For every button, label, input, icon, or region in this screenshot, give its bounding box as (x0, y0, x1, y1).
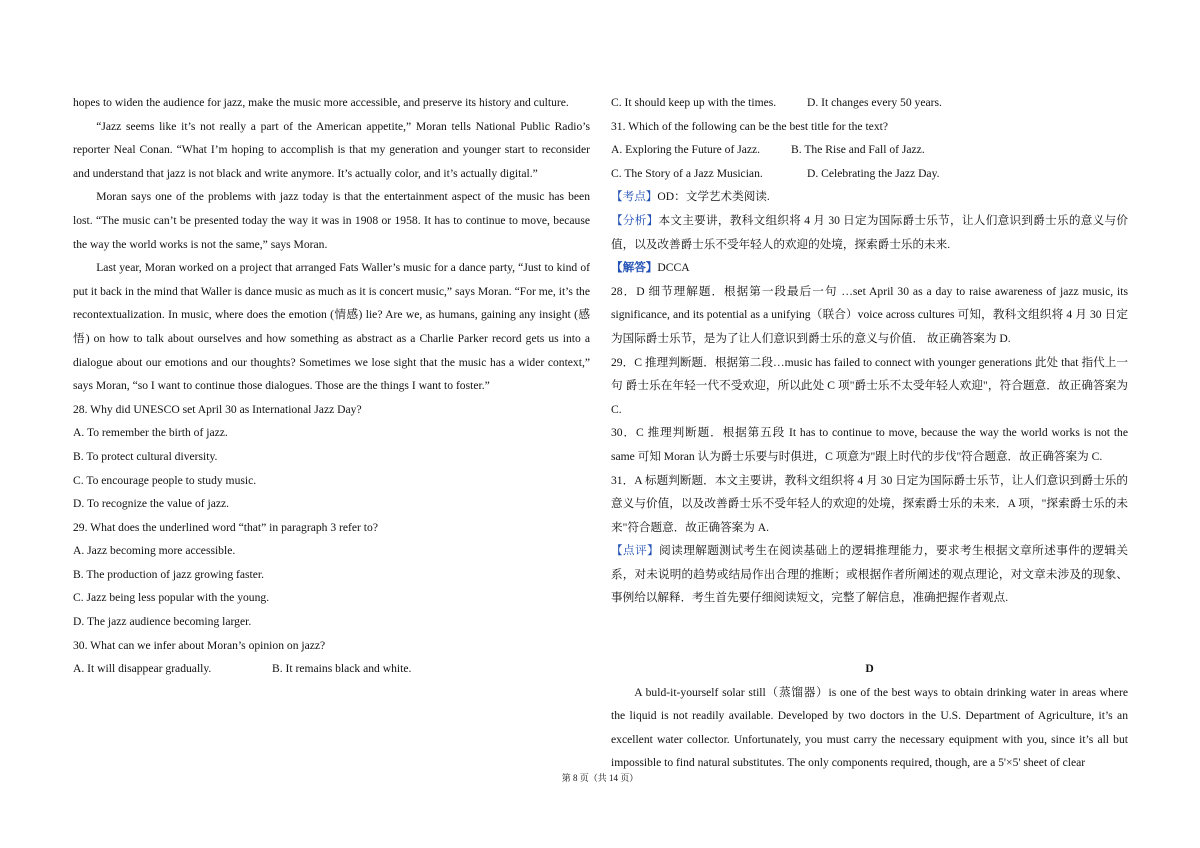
question-29-option-a: A. Jazz becoming more accessible. (73, 544, 236, 558)
dianping-text: 阅读理解题测试考生在阅读基础上的逻辑推理能力，要求考生根据文章所述事件的逻辑关系，对未说明的趋势或结局作出合理的推断；或根据作者所阐述的观点理论，对文章未涉及的现象、事例给以解释．考生首先要仔细阅读短文，完整了解信息，准确把握作者观点. (611, 544, 1128, 605)
question-30-option-b: B. It remains black and white. (272, 662, 412, 676)
question-31-option-d: D. Celebrating the Jazz Day. (807, 166, 940, 180)
question-31-stem: 31. Which of the following can be the best title for the text? (611, 119, 888, 133)
question-28-option-d: D. To recognize the value of jazz. (73, 497, 230, 511)
question-30-option-c: C. It should keep up with the times. (611, 96, 777, 109)
kaodian-tag: 【考点】 (611, 190, 658, 204)
kaodian-section (611, 185, 1128, 209)
question-30-option-d: D. It changes every 50 years. (807, 96, 942, 109)
fenxi-text: 本文主要讲，教科文组织将 4 月 30 日定为国际爵士乐节，让人们意识到爵士乐的意义与价值，以及改善爵士乐不受年轻人的欢迎的处境，探索爵士乐的未来. (611, 213, 1128, 251)
question-30-stem: 30. What can we infer about Moran’s opinion on jazz? (73, 638, 326, 652)
fenxi-section (611, 209, 1128, 256)
question-29-stem: 29. What does the underlined word “that” in paragraph 3 refer to? (73, 520, 378, 534)
question-31-options-cd (611, 162, 1128, 186)
question-28-stem: 28. Why did UNESCO set April 30 as International Jazz Day? (73, 402, 362, 416)
question-30-option-a: A. It will disappear gradually. (73, 662, 212, 676)
kaodian-text: OD：文学艺术类阅读. (657, 190, 770, 204)
question-30-options-cd (611, 91, 1128, 115)
explanation-29: 29．C 推理判断题．根据第二段…music has failed to connect with younger generations 此处 that 指代上一句 爵士乐在年轻一代不受欢迎，所以此处 C 项"爵士乐不太受年轻人欢迎"，符合题意．故正确答案为 C. (611, 355, 1128, 416)
jieda-tag: 【解答】 (611, 261, 658, 275)
left-column (73, 91, 590, 681)
section-spacer (611, 610, 1128, 657)
dianping-tag: 【点评】 (611, 544, 660, 558)
passage-d-paragraph: A buld-it-yourself solar still（蒸馏器）is one of the best ways to obtain drinking water in areas where the liquid is not readily available. Developed by two doctors in the U.S. Department of Agriculture, it’s an excellent water collector. Unfortunately, you must carry the necessary equipment with you, since it’s all but impossible to find natural substitutes. The only components required, though, are a 5'×5' sheet of clear (611, 685, 1128, 770)
question-30-options-ab (73, 657, 590, 681)
passage-paragraph-1: hopes to widen the audience for jazz, make the music more accessible, and preserve its history and culture. (73, 96, 569, 109)
page-footer: 第 8 页（共 14 页） (561, 773, 639, 783)
question-28-option-b: B. To protect cultural diversity. (73, 449, 218, 463)
jieda-text: DCCA (657, 261, 690, 275)
jieda-section (611, 256, 1128, 280)
dianping-section (611, 539, 1128, 610)
explanation-31: 31．A 标题判断题．本文主要讲，教科文组织将 4 月 30 日定为国际爵士乐节，让人们意识到爵士乐的意义与价值，以及改善爵士乐不受年轻人的欢迎的处境，探索爵士乐的未来．A 项，"探索爵士乐的未来"符合题意．故正确答案为 A. (611, 473, 1128, 534)
fenxi-tag: 【分析】 (611, 213, 659, 227)
question-31-option-c: C. The Story of a Jazz Musician. (611, 166, 763, 180)
passage-paragraph-2: “Jazz seems like it’s not really a part of the American appetite,” Moran tells National Public Radio’s reporter Neal Conan. “What I’m hoping to accomplish is that my generation and younger start to reconsider and understand that jazz is not black and write anymore. It’s actually color, and it’s actually digital.” (73, 119, 590, 180)
section-heading-d: D (865, 662, 874, 676)
question-29-option-d: D. The jazz audience becoming larger. (73, 615, 252, 629)
right-column (611, 91, 1128, 775)
question-29-option-c: C. Jazz being less popular with the young. (73, 591, 270, 605)
explanation-30: 30．C 推理判断题．根据第五段 It has to continue to move, because the way the world works is not the same 可知 Moran 认为爵士乐要与时俱进，C 项意为"跟上时代的步伐"符合题意．故正确答案为 C. (611, 426, 1128, 463)
passage-paragraph-3: Moran says one of the problems with jazz today is that the entertainment aspect of the music has been lost. “The music can’t be presented today the way it was in 1908 or 1958. It has to continue to move, because the way the world works is not the same,” says Moran. (73, 190, 590, 251)
question-28-option-a: A. To remember the birth of jazz. (73, 426, 228, 440)
question-28-option-c: C. To encourage people to study music. (73, 473, 257, 487)
passage-paragraph-4: Last year, Moran worked on a project that arranged Fats Waller’s music for a dance party, “Just to kind of put it back in the mind that Waller is dance music as much as it is concert music,” says Moran. “For me, it’s the recontextualization. In music, where does the emotion (情感) lie? Are we, as humans, gaining any insight (感悟) on how to talk about ourselves and how something as abstract as a Charlie Parker record gets us into a dialogue about our emotions and our thoughts? Sometimes we lose sight that the music has a wider context,” says Moran, “so I want to continue those dialogues. Those are the things I want to foster.” (73, 261, 590, 393)
question-29-option-b: B. The production of jazz growing faster. (73, 567, 265, 581)
explanation-28: 28．D 细节理解题．根据第一段最后一句 …set April 30 as a day to raise awareness of jazz music, its significance, and its potential as a unifying（联合）voice across cultures 可知，教科文组织将 4 月 30 日定为国际爵士乐节，是为了让人们意识到爵士乐的意义与价值． 故正确答案为 D. (611, 284, 1128, 345)
question-31-option-b: B. The Rise and Fall of Jazz. (791, 143, 925, 157)
question-31-options-ab (611, 138, 1128, 162)
question-31-option-a: A. Exploring the Future of Jazz. (611, 143, 761, 157)
